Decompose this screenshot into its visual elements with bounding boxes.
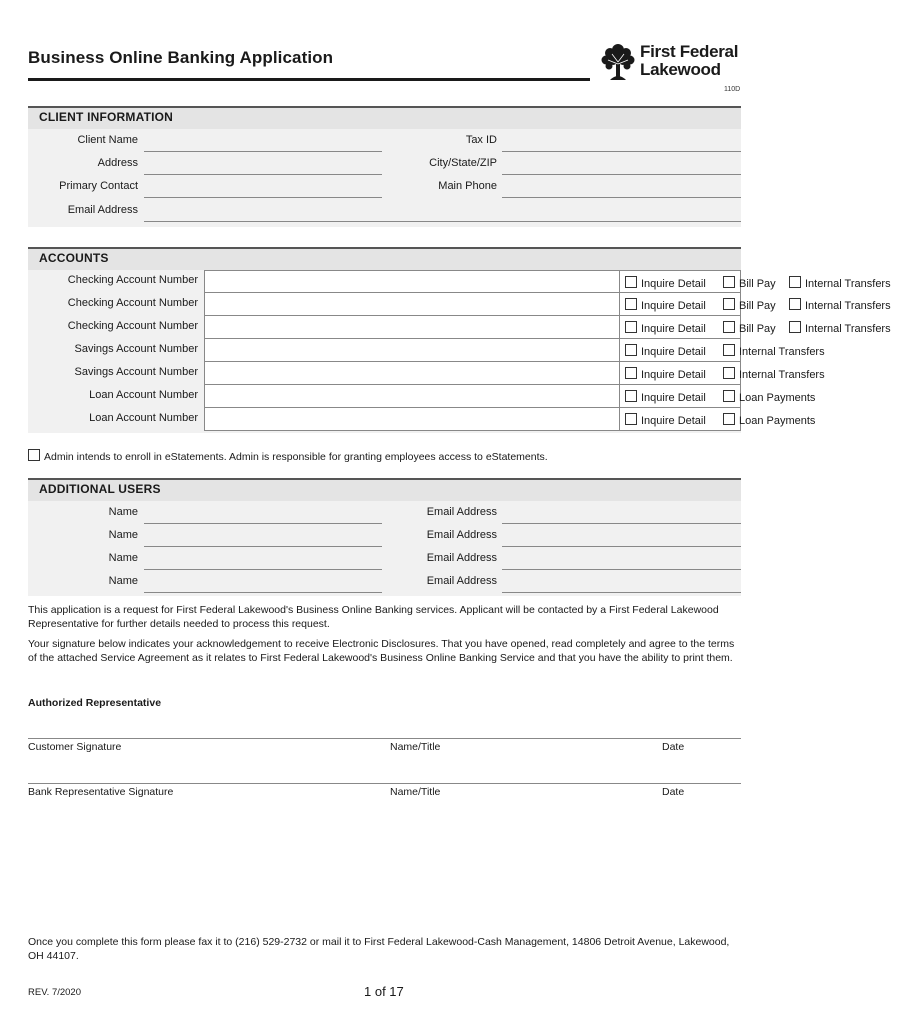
user-name-label: Name [108, 506, 138, 518]
additional-users-heading: ADDITIONAL USERS [39, 482, 161, 496]
checkbox-icon[interactable] [625, 413, 637, 425]
logo-line-2: Lakewood [640, 60, 721, 79]
checkbox-icon[interactable] [723, 321, 735, 333]
checkbox-icon[interactable] [789, 321, 801, 333]
user-email-label: Email Address [426, 506, 497, 518]
logo-wordmark [640, 43, 738, 79]
client-information-body [28, 129, 741, 227]
bank-signature-label: Bank Representative Signature [28, 786, 174, 798]
account-row [28, 293, 891, 316]
account-row-label: Savings Account Number [74, 366, 198, 378]
user-email-label: Email Address [426, 529, 497, 541]
option-internal-transfers[interactable]: Internal Transfers [723, 344, 825, 358]
form-code: 110D [724, 86, 741, 93]
client-information-header [28, 106, 741, 129]
option-internal-transfers[interactable]: Internal Transfers [789, 276, 891, 290]
option-bill-pay[interactable]: Bill Pay [723, 276, 776, 290]
user-email-label: Email Address [426, 552, 497, 564]
account-options [619, 339, 919, 362]
address-label: Address [97, 157, 138, 169]
title-divider [28, 78, 590, 81]
customer-date-label: Date [662, 741, 685, 753]
additional-users-body [28, 501, 741, 596]
page-number: 1 of 17 [364, 984, 404, 999]
option-inquire-detail[interactable]: Inquire Detail [625, 298, 706, 312]
client-name-label: Client Name [77, 134, 138, 146]
city-state-zip-field[interactable] [502, 174, 741, 175]
account-row-label: Savings Account Number [74, 343, 198, 355]
option-inquire-detail[interactable]: Inquire Detail [625, 367, 706, 381]
primary-contact-field[interactable] [144, 197, 382, 198]
checkbox-icon[interactable] [625, 276, 637, 288]
option-inquire-detail[interactable]: Inquire Detail [625, 390, 706, 404]
main-phone-field[interactable] [502, 197, 741, 198]
revision-code: REV. 7/2020 [28, 987, 81, 998]
account-row [28, 385, 816, 408]
checkbox-icon[interactable] [625, 344, 637, 356]
option-inquire-detail[interactable]: Inquire Detail [625, 413, 706, 427]
user-name-field[interactable] [144, 546, 382, 547]
customer-signature-line[interactable] [28, 738, 741, 739]
additional-users-header [28, 478, 741, 501]
user-email-field[interactable] [502, 592, 741, 593]
user-email-field[interactable] [502, 546, 741, 547]
checkbox-icon[interactable] [723, 298, 735, 310]
checkbox-icon[interactable] [723, 276, 735, 288]
option-bill-pay[interactable]: Bill Pay [723, 298, 776, 312]
user-name-field[interactable] [144, 569, 382, 570]
checkbox-icon[interactable] [625, 390, 637, 402]
account-number-field[interactable] [204, 408, 816, 431]
page-title: Business Online Banking Application [28, 48, 334, 67]
checkbox-icon[interactable] [723, 390, 735, 402]
account-options [619, 271, 919, 294]
account-number-field[interactable] [204, 270, 891, 293]
accounts-heading: ACCOUNTS [39, 251, 109, 265]
user-name-field[interactable] [144, 592, 382, 593]
logo-line-1: First Federal [640, 42, 739, 61]
account-row [28, 339, 825, 362]
account-options [619, 362, 919, 385]
user-email-field[interactable] [502, 569, 741, 570]
checkbox-icon[interactable] [789, 298, 801, 310]
account-options [619, 385, 919, 408]
tree-logo-icon [598, 40, 638, 82]
estatements-text: Admin intends to enroll in eStatements. Admin is responsible for granting employees access to eStatements. [44, 451, 548, 463]
client-information-heading: CLIENT INFORMATION [39, 110, 174, 124]
address-field[interactable] [144, 174, 382, 175]
account-row [28, 362, 825, 385]
user-name-label: Name [108, 575, 138, 587]
city-state-zip-label: City/State/ZIP [429, 157, 497, 169]
account-options [619, 408, 919, 431]
option-internal-transfers[interactable]: Internal Transfers [723, 367, 825, 381]
account-row [28, 316, 891, 339]
option-loan-payments[interactable]: Loan Payments [723, 413, 815, 427]
account-row-label: Checking Account Number [67, 297, 198, 309]
account-row-label: Loan Account Number [89, 412, 198, 424]
account-number-field[interactable] [204, 339, 825, 362]
user-name-field[interactable] [144, 523, 382, 524]
account-number-field[interactable] [204, 385, 816, 408]
account-row [28, 270, 891, 293]
account-row-label: Checking Account Number [67, 274, 198, 286]
email-address-label: Email Address [67, 204, 138, 216]
account-row-label: Checking Account Number [67, 320, 198, 332]
account-number-field[interactable] [204, 362, 825, 385]
main-phone-label: Main Phone [438, 180, 497, 192]
authorized-representative-heading: Authorized Representative [28, 697, 162, 709]
checkbox-icon[interactable] [625, 321, 637, 333]
tax-id-label: Tax ID [465, 134, 497, 146]
request-paragraph: This application is a request for First Federal Lakewood's Business Online Banking services. Applicant will be contacted by a First Federal Lakewood Representative for further details needed to process this request. [28, 604, 719, 630]
option-internal-transfers[interactable]: Internal Transfers [789, 298, 891, 312]
checkbox-icon[interactable] [723, 367, 735, 379]
bank-signature-line[interactable] [28, 783, 741, 784]
checkbox-icon[interactable] [723, 413, 735, 425]
client-name-field[interactable] [144, 151, 382, 152]
option-bill-pay[interactable]: Bill Pay [723, 321, 776, 335]
signature-paragraph: Your signature below indicates your acknowledgement to receive Electronic Disclosures. That you have opened, read completely and agree to the terms of the attached Service Agreement as it relates to First Federal Lakewood's Business Online Banking Service and that you have the ability to print them. [28, 638, 735, 664]
option-inquire-detail[interactable]: Inquire Detail [625, 321, 706, 335]
tax-id-field[interactable] [502, 151, 741, 152]
account-number-field[interactable] [204, 293, 891, 316]
checkbox-icon[interactable] [723, 344, 735, 356]
option-loan-payments[interactable]: Loan Payments [723, 390, 815, 404]
account-options [619, 316, 919, 339]
primary-contact-label: Primary Contact [59, 180, 138, 192]
user-name-label: Name [108, 529, 138, 541]
email-address-field[interactable] [144, 221, 741, 222]
user-name-label: Name [108, 552, 138, 564]
user-email-field[interactable] [502, 523, 741, 524]
checkbox-icon[interactable] [789, 276, 801, 288]
account-options [619, 293, 919, 316]
option-internal-transfers[interactable]: Internal Transfers [789, 321, 891, 335]
option-inquire-detail[interactable]: Inquire Detail [625, 344, 706, 358]
estatements-option[interactable] [28, 449, 548, 463]
user-email-label: Email Address [426, 575, 497, 587]
accounts-header [28, 247, 741, 270]
bank-date-label: Date [662, 786, 685, 798]
bank-name-title-label: Name/Title [390, 786, 441, 798]
customer-signature-label: Customer Signature [28, 741, 122, 753]
account-row-label: Loan Account Number [89, 389, 198, 401]
submission-instructions: Once you complete this form please fax it to (216) 529-2732 or mail it to First Federal Lakewood-Cash Management, 14806 Detroit Avenue, Lakewood, OH 44107. [28, 936, 730, 962]
account-number-field[interactable] [204, 316, 891, 339]
checkbox-icon[interactable] [28, 449, 40, 461]
checkbox-icon[interactable] [625, 298, 637, 310]
checkbox-icon[interactable] [625, 367, 637, 379]
account-row [28, 408, 816, 431]
option-inquire-detail[interactable]: Inquire Detail [625, 276, 706, 290]
customer-name-title-label: Name/Title [390, 741, 441, 753]
